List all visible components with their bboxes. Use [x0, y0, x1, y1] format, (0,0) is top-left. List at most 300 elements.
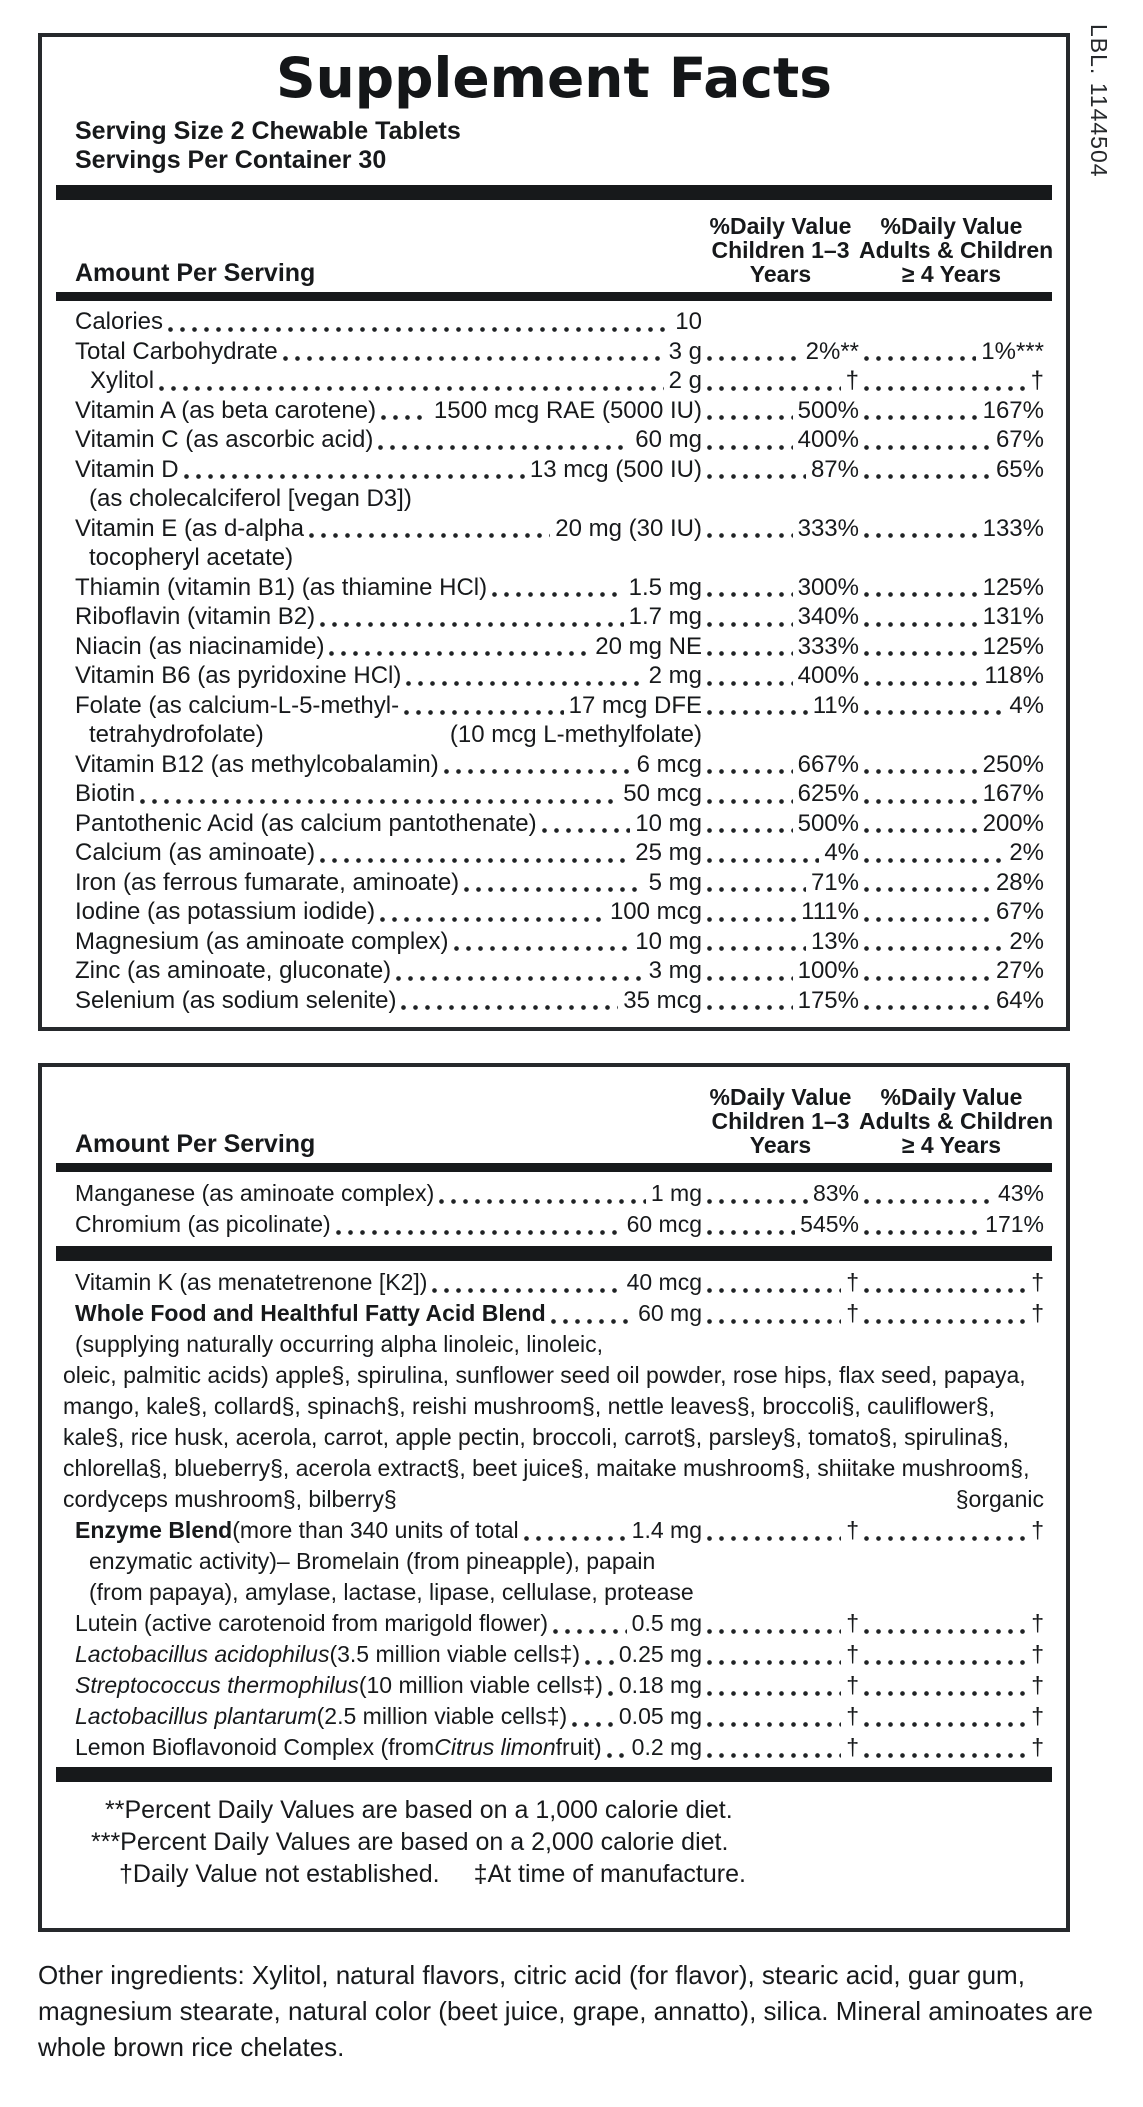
species-name: Citrus limon — [434, 1734, 556, 1760]
dot-leader — [707, 946, 806, 951]
dot-leader — [707, 1722, 841, 1727]
dv-adults-cell — [859, 720, 1044, 750]
nutrient-name: Vitamin E (as d-alpha — [75, 514, 305, 542]
nutrient-name-cell — [75, 632, 595, 662]
dot-leader — [336, 1230, 622, 1235]
nutrient-name-continuation: tocopheryl acetate) — [89, 544, 294, 571]
row-calcium — [75, 838, 1044, 868]
dv-adults-cell — [859, 514, 1044, 544]
nutrient-amount-note: (10 mcg L-methylfolate) — [449, 721, 702, 748]
nutrient-amount: 0.25 mg — [618, 1641, 702, 1667]
dot-leader — [864, 946, 1004, 951]
row-vitamin-c — [75, 425, 1044, 455]
row-folate — [75, 691, 1044, 721]
dv-adults-value: 27% — [995, 957, 1044, 984]
species-name: Lactobacillus acidophilus — [75, 1641, 330, 1667]
nutrient-amount: 0.2 mg — [631, 1734, 702, 1760]
dot-leader — [864, 976, 991, 981]
dot-leader — [378, 445, 630, 450]
footnote-manufacture: ‡At time of manufacture. — [473, 1860, 746, 1888]
nutrient-name-cell — [75, 1515, 632, 1546]
dot-leader — [864, 651, 978, 656]
nutrient-amount: 60 mg — [635, 426, 702, 453]
row-calories — [75, 307, 1044, 337]
dv-adults-cell — [859, 1178, 1044, 1209]
dot-leader — [864, 828, 978, 833]
row-niacin — [75, 632, 1044, 662]
row-vitamin-b12 — [75, 750, 1044, 780]
dv-children-value: † — [846, 1734, 859, 1760]
dot-leader — [140, 799, 618, 804]
dot-leader — [707, 976, 793, 981]
blend-description: (from papaya), amylase, lactase, lipase, cellulase, protease — [89, 1579, 694, 1605]
dv-children-line2: Children 1–3 — [711, 237, 850, 263]
row-magnesium — [75, 927, 1044, 957]
dv-adults-line2: Adults & Children — [859, 1108, 1054, 1134]
dv-children-header — [702, 1085, 859, 1157]
nutrient-name-cell — [75, 307, 675, 337]
dv-children-cell — [702, 1267, 859, 1298]
nutrient-name: Biotin — [75, 780, 136, 807]
dot-leader — [864, 681, 979, 686]
dv-children-cell — [702, 307, 859, 337]
row-pantothenic-acid — [75, 809, 1044, 839]
blend-ingredient-list: oleic, palmitic acids) apple§, spirulina, sunflower seed oil powder, rose hips, flax seed, papaya, mango, kale§, collard§, spinach§, reishi mushroom§, nettle leaves§, broccoli§, cauliflower§, kale§, rice husk, acerola, carrot, apple pectin, broccoli, carrot§, parsley§, tomato§, spirulina§, chlorella§, blueberry§, acerola extract§, beet juice§, maitake mushroom§, shiitake mushroom§, — [63, 1362, 1030, 1481]
footnote-daily-value: †Daily Value not established. — [119, 1860, 440, 1888]
dv-children-cell — [702, 455, 859, 485]
divider-bar — [56, 292, 1052, 301]
dv-children-cell — [702, 1178, 859, 1209]
nutrient-name: Iodine (as potassium iodide) — [75, 898, 376, 925]
dot-leader — [707, 592, 793, 597]
nutrient-amount: 1.5 mg — [628, 573, 702, 601]
nutrient-name-cell — [75, 897, 610, 927]
dv-children-cell — [702, 1670, 859, 1701]
dot-leader — [159, 386, 664, 391]
serving-size: Serving Size 2 Chewable Tablets — [75, 117, 461, 145]
row-vitamin-b6 — [75, 661, 1044, 691]
dot-leader — [607, 1753, 627, 1758]
dot-leader — [707, 1199, 808, 1204]
dv-adults-value: 67% — [995, 426, 1044, 453]
dv-adults-value: † — [1031, 1672, 1044, 1698]
dv-adults-cell — [859, 1701, 1044, 1732]
nutrient-amount: 35 mcg — [623, 986, 702, 1014]
nutrient-name-cell — [75, 1298, 638, 1329]
dot-leader — [864, 1319, 1026, 1324]
dv-adults-cell — [859, 1209, 1044, 1240]
nutrient-name-cell — [75, 1267, 627, 1298]
nutrient-name-cell — [75, 779, 623, 809]
row-manganese — [75, 1178, 1044, 1209]
nutrient-name: Riboflavin (vitamin B2) — [75, 603, 316, 630]
dot-leader — [864, 917, 991, 922]
dv-children-value: † — [846, 1641, 859, 1667]
nutrient-name-cell — [75, 514, 555, 544]
nutrient-amount: 25 mg — [635, 839, 702, 866]
dv-children-value: 87% — [810, 455, 859, 483]
dv-adults-cell — [859, 337, 1044, 367]
dot-leader — [320, 858, 630, 863]
nutrient-name: Thiamin (vitamin B1) (as thiamine HCl) — [75, 573, 488, 601]
blend-ingredient-last-line — [63, 1484, 1044, 1515]
nutrient-name: Xylitol — [90, 367, 155, 394]
dv-children-value: 625% — [797, 780, 859, 807]
nutrient-name: Vitamin C (as ascorbic acid) — [75, 426, 374, 453]
dot-leader — [396, 976, 643, 981]
dv-children-cell — [702, 720, 859, 750]
dv-children-cell — [702, 809, 859, 839]
dv-adults-cell — [859, 986, 1044, 1016]
dot-leader — [707, 651, 793, 656]
row-biotin — [75, 779, 1044, 809]
nutrient-amount: 20 mg NE — [595, 632, 702, 660]
blend-description: (supplying naturally occurring alpha linoleic, linoleic, — [75, 1331, 604, 1357]
organic-note: §organic — [955, 1486, 1044, 1512]
nutrient-name-cell — [75, 425, 635, 455]
nutrient-amount: 6 mcg — [636, 750, 702, 778]
dot-leader — [864, 1660, 1026, 1665]
dv-adults-cell — [859, 396, 1044, 426]
row-xylitol — [75, 366, 1044, 396]
dv-adults-value: 43% — [997, 1180, 1044, 1206]
dv-adults-cell — [859, 1267, 1044, 1298]
dv-adults-cell — [859, 691, 1044, 721]
dot-leader — [707, 415, 793, 420]
dot-leader — [864, 592, 978, 597]
dot-leader — [707, 1536, 841, 1541]
dot-leader — [542, 828, 631, 833]
dv-adults-cell — [859, 661, 1044, 691]
dv-children-cell — [702, 1701, 859, 1732]
dot-leader — [707, 356, 801, 361]
nutrient-name-cell — [75, 602, 629, 632]
nutrient-name-cell — [75, 1608, 632, 1639]
nutrient-name-continuation: (as cholecalciferol [vegan D3]) — [89, 485, 412, 512]
row-vitamin-a — [75, 396, 1044, 426]
dv-adults-value: 28% — [995, 868, 1044, 896]
row-vitamin-e — [75, 514, 1044, 544]
footnote-2000-calorie: ***Percent Daily Values are based on a 2,000 calorie diet. — [91, 1828, 729, 1856]
nutrient-amount: 1 mg — [650, 1180, 702, 1206]
nutrient-amount: 60 mcg — [626, 1211, 702, 1237]
dot-leader — [707, 474, 806, 479]
nutrient-name: Calories — [75, 308, 164, 335]
dv-children-cell — [702, 1639, 859, 1670]
dv-adults-value: 125% — [982, 632, 1044, 660]
dot-leader — [864, 1199, 993, 1204]
dv-children-value: † — [846, 1610, 859, 1636]
dv-children-value: 100% — [797, 957, 859, 984]
dot-leader — [524, 1536, 627, 1541]
dv-children-cell — [702, 779, 859, 809]
row-folate-continuation — [75, 720, 1044, 750]
dv-adults-value: 167% — [982, 396, 1044, 424]
nutrient-name: Vitamin D — [75, 455, 179, 483]
dv-adults-value: 167% — [982, 780, 1044, 807]
nutrient-name-cell — [75, 573, 629, 603]
nutrient-name: Iron (as ferrous fumarate, aminoate) — [75, 868, 460, 896]
dot-leader — [864, 710, 1004, 715]
nutrient-name: Pantothenic Acid (as calcium pantothenate) — [75, 809, 537, 837]
nutrient-amount: 17 mcg DFE — [568, 691, 702, 719]
dot-leader — [707, 828, 793, 833]
dot-leader — [380, 917, 605, 922]
nutrient-name-continuation: tetrahydrofolate) — [89, 721, 264, 748]
dot-leader — [864, 769, 978, 774]
divider-bar — [56, 1246, 1052, 1261]
dv-children-value: 71% — [810, 868, 859, 896]
nutrient-name-cell — [75, 809, 635, 839]
dv-children-value: 500% — [797, 809, 859, 837]
row-zinc — [75, 956, 1044, 986]
row-lutein — [75, 1608, 1044, 1639]
nutrient-amount: 20 mg (30 IU) — [555, 514, 702, 542]
dv-children-cell — [702, 956, 859, 986]
dv-adults-cell — [859, 1639, 1044, 1670]
dot-leader — [864, 1753, 1026, 1758]
dot-leader — [864, 858, 1004, 863]
dot-leader — [864, 799, 978, 804]
dot-leader — [707, 858, 819, 863]
species-name: Streptococcus thermophilus — [75, 1672, 359, 1698]
dv-adults-cell — [859, 927, 1044, 957]
dv-adults-value: 65% — [995, 455, 1044, 483]
dv-adults-header — [859, 213, 1054, 287]
dv-adults-cell — [859, 425, 1044, 455]
nutrient-name: (3.5 million viable cells‡) — [329, 1641, 580, 1667]
nutrient-name-cell — [75, 956, 649, 986]
dot-leader — [444, 769, 632, 774]
dot-leader — [864, 1230, 980, 1235]
nutrient-name-cell — [75, 927, 635, 957]
dv-adults-value: 118% — [984, 662, 1044, 689]
dot-leader — [464, 887, 643, 892]
row-enzyme-continuation-1 — [75, 1546, 1044, 1577]
dv-children-value: 500% — [797, 396, 859, 424]
dv-adults-cell — [859, 1732, 1044, 1763]
dv-adults-line2: Adults & Children — [859, 237, 1054, 263]
row-vitamin-d — [75, 455, 1044, 485]
dot-leader — [707, 1660, 841, 1665]
column-header — [56, 200, 1052, 292]
nutrient-name-cell — [75, 1701, 619, 1732]
amount-per-serving-label: Amount Per Serving — [75, 259, 316, 287]
dot-leader — [864, 474, 991, 479]
nutrient-name-cell — [89, 720, 702, 750]
dv-adults-line1: %Daily Value — [880, 1084, 1023, 1110]
nutrient-amount: 3 g — [668, 337, 702, 365]
column-header — [56, 1067, 1052, 1163]
nutrient-amount: 60 mg — [638, 1300, 702, 1326]
nutrient-name-cell — [75, 691, 569, 721]
dot-leader — [864, 1629, 1026, 1634]
dv-adults-value: 250% — [982, 750, 1044, 778]
dot-leader — [864, 386, 1026, 391]
row-vitamin-e-continuation — [75, 543, 1044, 573]
dot-leader — [864, 1288, 1026, 1293]
row-iron — [75, 868, 1044, 898]
dv-adults-cell — [859, 602, 1044, 632]
dv-adults-value: † — [1031, 1734, 1044, 1760]
dv-adults-cell — [859, 455, 1044, 485]
dv-adults-value: 125% — [982, 573, 1044, 601]
dv-children-value: 13% — [810, 927, 859, 955]
spacer — [440, 1858, 474, 1890]
blend-table — [56, 1261, 1052, 1763]
nutrient-amount: 100 mcg — [609, 898, 702, 925]
dv-adults-cell — [859, 1515, 1044, 1546]
dv-children-cell — [702, 838, 859, 868]
label-number-vertical: LBL. 1144504 — [1086, 24, 1112, 178]
row-whole-food-blend — [75, 1298, 1044, 1329]
dv-children-value: 111% — [801, 898, 859, 925]
dot-leader — [432, 1288, 621, 1293]
dv-adults-value: † — [1031, 1269, 1044, 1295]
dot-leader — [608, 1691, 618, 1696]
dv-adults-cell — [859, 750, 1044, 780]
dv-adults-value: 4% — [1009, 691, 1044, 719]
row-streptococcus-thermophilus — [75, 1670, 1044, 1701]
dot-leader — [864, 887, 991, 892]
nutrient-name: Calcium (as aminoate) — [75, 839, 316, 866]
dv-children-line3: Years — [749, 1132, 812, 1158]
dv-adults-value: † — [1031, 1703, 1044, 1729]
row-blend-supplying — [75, 1329, 1044, 1360]
dv-children-cell — [702, 1515, 859, 1546]
dv-children-cell — [702, 691, 859, 721]
dv-children-value: 333% — [797, 632, 859, 660]
dv-adults-value: 64% — [995, 986, 1044, 1014]
dot-leader — [320, 622, 624, 627]
dv-adults-value: † — [1031, 1641, 1044, 1667]
nutrient-amount: 10 — [675, 308, 702, 335]
nutrient-name: Niacin (as niacinamide) — [75, 632, 325, 660]
dot-leader — [572, 1722, 614, 1727]
dv-children-value: † — [846, 1517, 859, 1543]
row-lemon-bioflavonoid — [75, 1732, 1044, 1763]
dv-children-value: 4% — [824, 839, 859, 866]
nutrient-name-cell — [75, 868, 649, 898]
dot-leader — [585, 1660, 614, 1665]
dv-children-value: 400% — [797, 426, 859, 453]
panel-title: Supplement Facts — [276, 46, 832, 110]
dv-adults-line1: %Daily Value — [880, 213, 1023, 239]
dv-adults-cell — [859, 779, 1044, 809]
footnote-1000-calorie: **Percent Daily Values are based on a 1,000 calorie diet. — [105, 1796, 733, 1824]
nutrient-name: Vitamin B12 (as methylcobalamin) — [75, 750, 439, 778]
row-total-carbohydrate — [75, 337, 1044, 367]
row-riboflavin — [75, 602, 1044, 632]
dv-adults-cell — [859, 809, 1044, 839]
dot-leader — [864, 1691, 1026, 1696]
dot-leader — [707, 1005, 793, 1010]
dot-leader — [404, 710, 564, 715]
row-enzyme-blend — [75, 1515, 1044, 1546]
dv-adults-value: 67% — [995, 898, 1044, 925]
nutrient-name: Total Carbohydrate — [75, 337, 278, 365]
row-enzyme-continuation-2 — [75, 1577, 1044, 1608]
dot-leader — [707, 710, 808, 715]
blend-ingredient-tail: cordyceps mushroom§, bilberry§ — [63, 1486, 397, 1512]
dv-children-line3: Years — [749, 261, 812, 287]
dot-leader — [707, 1629, 841, 1634]
dv-adults-cell — [859, 1608, 1044, 1639]
nutrient-name: Vitamin K (as menatetrenone [K2]) — [75, 1269, 428, 1295]
spacer — [264, 720, 450, 750]
dot-leader — [168, 327, 670, 332]
row-lactobacillus-plantarum — [75, 1701, 1044, 1732]
dv-children-value: † — [846, 1703, 859, 1729]
dv-children-cell — [702, 1732, 859, 1763]
dv-adults-value: † — [1031, 1610, 1044, 1636]
dv-children-value: 175% — [797, 986, 859, 1014]
dv-children-value: 667% — [797, 750, 859, 778]
nutrient-amount: 13 mcg (500 IU) — [529, 455, 702, 483]
dv-adults-cell — [859, 632, 1044, 662]
dv-children-value: † — [846, 1300, 859, 1326]
dot-leader — [184, 474, 525, 479]
nutrient-amount: 2 mg — [648, 662, 702, 689]
amount-per-serving-label: Amount Per Serving — [75, 1130, 316, 1158]
nutrient-amount: 0.5 mg — [631, 1610, 702, 1636]
nutrient-name-post: fruit) — [555, 1734, 602, 1760]
dv-adults-value: 2% — [1009, 839, 1044, 866]
dv-adults-value: 200% — [982, 809, 1044, 837]
dot-leader — [707, 887, 806, 892]
dot-leader — [283, 356, 664, 361]
dot-leader — [381, 415, 429, 420]
dot-leader — [707, 1753, 841, 1758]
dv-children-value: 11% — [812, 691, 859, 719]
dot-leader — [551, 1319, 633, 1324]
nutrient-name: Folate (as calcium-L-5-methyl- — [75, 691, 400, 719]
nutrient-name: (10 million viable cells‡) — [358, 1672, 603, 1698]
dot-leader — [553, 1629, 627, 1634]
nutrient-name-cell — [75, 1178, 651, 1209]
dv-children-value: 400% — [797, 662, 859, 689]
nutrient-amount: 5 mg — [648, 868, 702, 896]
dot-leader — [707, 622, 793, 627]
nutrient-amount: 2 g — [668, 367, 702, 394]
dv-children-cell — [702, 602, 859, 632]
row-vitamin-k — [75, 1267, 1044, 1298]
dv-children-cell — [702, 868, 859, 898]
dot-leader — [707, 681, 793, 686]
row-selenium — [75, 986, 1044, 1016]
nutrient-name-cell — [75, 396, 434, 426]
dv-children-cell — [702, 366, 859, 396]
dot-leader — [707, 1288, 841, 1293]
dv-children-cell — [702, 425, 859, 455]
dv-adults-value: 171% — [985, 1211, 1044, 1237]
nutrient-name: Lutein (active carotenoid from marigold flower) — [75, 1610, 548, 1636]
dv-children-cell — [702, 897, 859, 927]
dv-adults-value: 2% — [1009, 927, 1044, 955]
dv-adults-cell — [859, 573, 1044, 603]
nutrient-name-cell — [75, 1209, 627, 1240]
dot-leader — [406, 681, 643, 686]
dot-leader — [864, 356, 976, 361]
dot-leader — [707, 533, 793, 538]
dv-children-cell — [702, 573, 859, 603]
nutrient-name: Vitamin B6 (as pyridoxine HCl) — [75, 662, 402, 689]
dot-leader — [309, 533, 550, 538]
nutrient-name: Manganese (as aminoate complex) — [75, 1180, 435, 1206]
nutrient-name: Zinc (as aminoate, gluconate) — [75, 957, 392, 984]
nutrient-name-cell — [75, 838, 635, 868]
dv-adults-cell — [859, 1670, 1044, 1701]
